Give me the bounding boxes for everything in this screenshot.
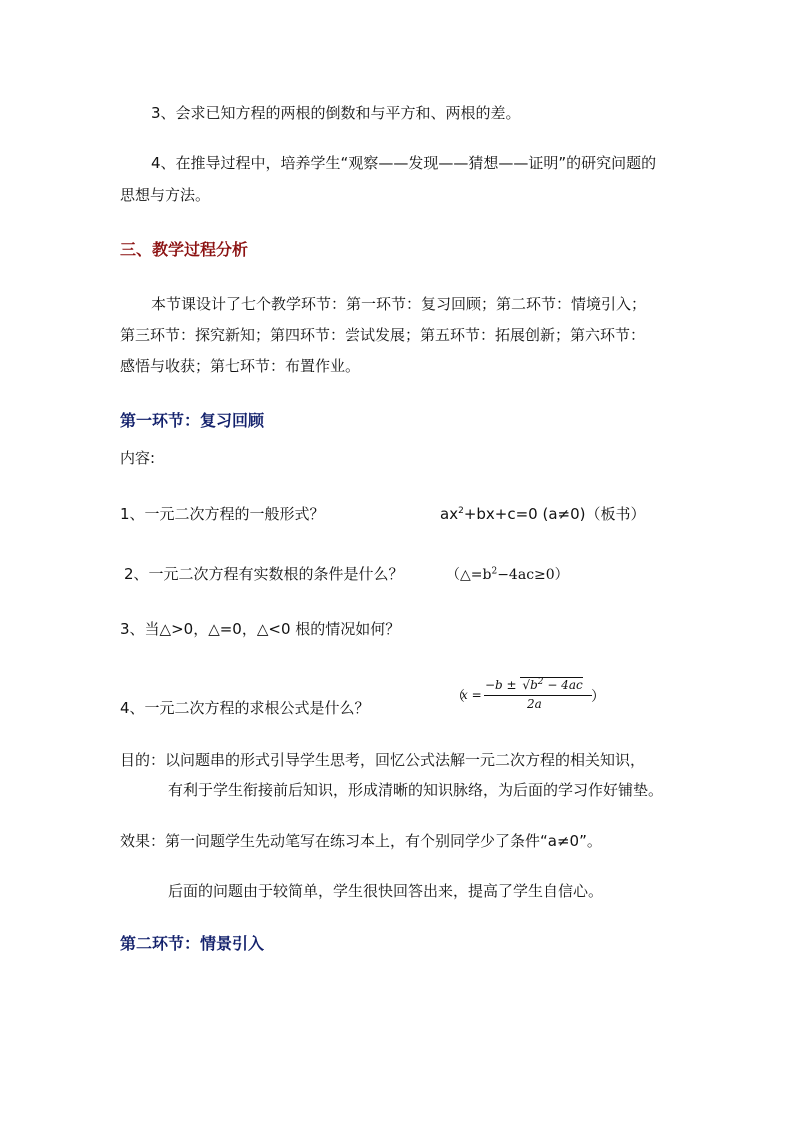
effect-line2: 后面的问题由于较简单，学生很快回答出来，提高了学生自信心。: [168, 882, 604, 900]
objective-item-4-line2: 思想与方法。: [120, 186, 211, 204]
purpose-line2: 有利于学生衔接前后知识，形成清晰的知识脉络，为后面的学习作好铺垫。: [168, 781, 664, 799]
formula-denominator: 2a: [527, 697, 542, 711]
formula-numerator: $-b \pm √b^2 - 4ac$: [485, 677, 583, 692]
section-3-intro-line2: 第三环节：探究新知；第四环节：尝试发展；第五环节：拓展创新；第六环节：: [120, 326, 646, 344]
step-2-heading: 第二环节：情景引入: [120, 934, 265, 953]
question-1: 1、一元二次方程的一般形式？: [120, 505, 325, 523]
fraction-bar: [484, 695, 592, 696]
quadratic-formula: （ x = $-b \pm √b^2 - 4ac$ 2a ）: [451, 677, 605, 711]
question-2: 2、一元二次方程有实数根的条件是什么？: [124, 565, 404, 583]
purpose-line1: 目的：以问题串的形式引导学生思考，回忆公式法解一元二次方程的相关知识，: [120, 751, 646, 769]
objective-item-3: 3、会求已知方程的两根的倒数和与平方和、两根的差。: [151, 104, 521, 122]
question-3: 3、当△>0，△=0，△<0 根的情况如何？: [120, 620, 401, 638]
section-3-heading: 三、教学过程分析: [120, 240, 249, 259]
step-1-heading: 第一环节：复习回顾: [120, 411, 265, 430]
question-2-answer: $(\triangle=b^2-4ac\ge 0)$: [446, 566, 569, 583]
content-label: 内容:: [120, 449, 156, 467]
section-3-intro-line1: 本节课设计了七个教学环节：第一环节：复习回顾；第二环节：情境引入；: [151, 295, 647, 313]
effect-line1: 效果：第一问题学生先动笔写在练习本上，有个别同学少了条件“a≠0”。: [120, 832, 602, 850]
objective-item-4-line1: 4、在推导过程中，培养学生“观察——发现——猜想——证明”的研究问题的: [151, 154, 657, 172]
question-4: 4、一元二次方程的求根公式是什么？: [120, 699, 370, 717]
question-1-answer: $ax^2+bx+c=0$ (a≠0)（板书）: [440, 505, 646, 523]
section-3-intro-line3: 感悟与收获；第七环节：布置作业。: [120, 357, 361, 375]
